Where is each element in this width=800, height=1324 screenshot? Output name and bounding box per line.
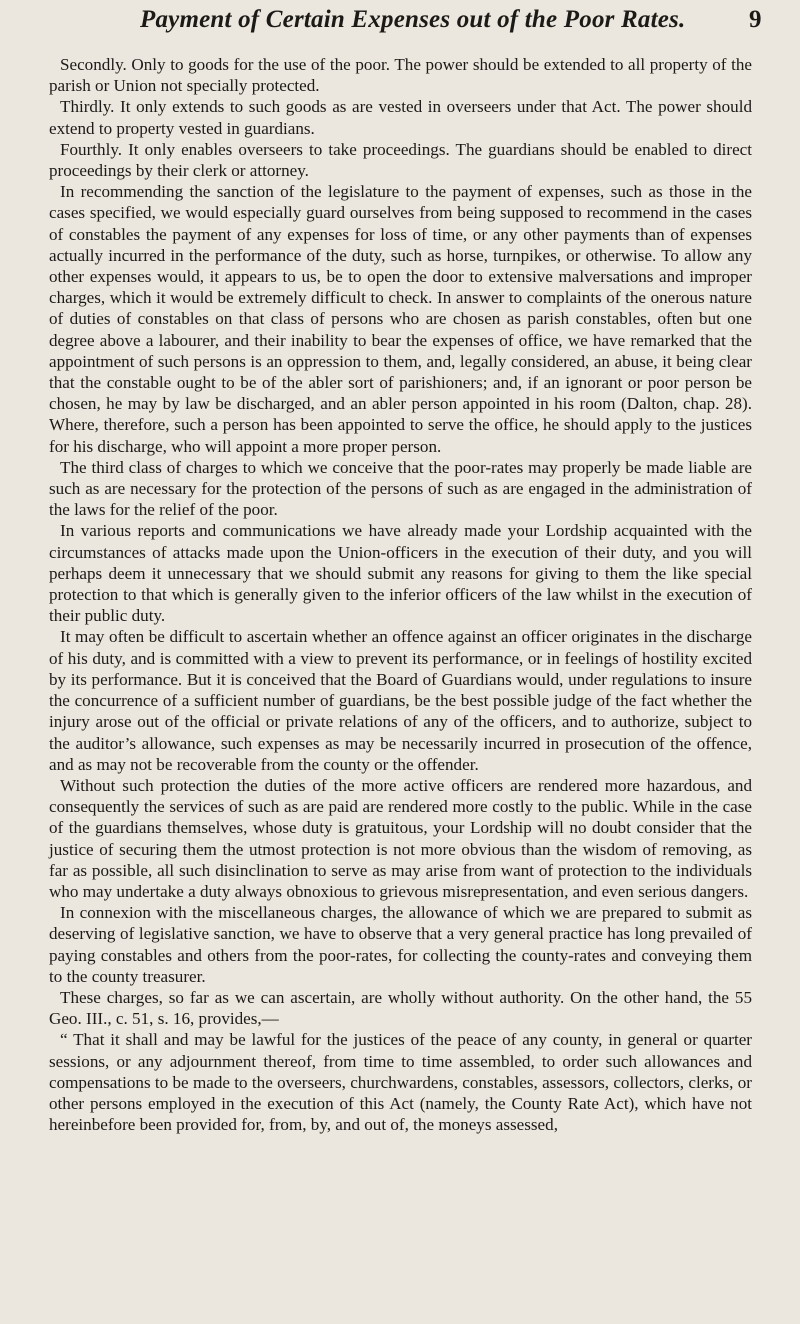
paragraph-third-class-charges: The third class of charges to which we conceive that the poor-rates may properly be made liable are such as are necessary for the protection of the persons of such as are engaged in the administration of the laws for the relief of the poor.	[49, 457, 752, 520]
paragraph-constables-expenses: In recommending the sanction of the legislature to the payment of expenses, such as those in the cases specified, we would especially guard ourselves from being supposed to recommend in the cases of constables the payment of any expenses for loss of time, or any other payments than of expenses actually incurred in the performance of the duty, such as horse, turnpikes, or otherwise. To allow any other expenses would, it appears to us, be to open the door to extensive malversations and improper charges, which it would be extremely difficult to check. In answer to complaints of the onerous nature of duties of constables on that class of persons who are chosen as parish constables, often but one degree above a labourer, and their inability to bear the expenses of office, we have remarked that the appointment of such persons is an oppression to them, and, legally considered, an abuse, it being clear that the constable ought to be of the abler sort of parishioners; and, if an ignorant or poor person be chosen, he may by law be discharged, and an abler person appointed in his room (Dalton, chap. 28). Where, therefore, such a person has been appointed to serve the office, he should apply to the justices for his discharge, who will appoint a more proper person.	[49, 182, 752, 456]
paragraph-offence-officer: It may often be difficult to ascertain whether an offence against an officer originates in the discharge of his duty, and is committed with a view to prevent its performance, or in feelings of hostility excited by its performance. But it is conceived that the Board of Guardians would, under regulations to insure the concurrence of a sufficient number of guardians, be the best possible judge of the fact whether the injury arose out of the official or private relations of any of the officers, and to authorize, subject to the auditor’s allowance, such expenses as may be necessarily incurred in prosecution of the offence, and as may not be recoverable from the county or the offender.	[49, 627, 752, 774]
paragraph-reports-communications: In various reports and communications we have already made your Lordship acquainted with the circumstances of attacks made upon the Union-officers in the execution of their duty, and you will perhaps deem it unnecessary that we should submit any reasons for giving to them the like special protection to that which is generally given to the inferior officers of the law whilst in the execution of their public duty.	[49, 521, 752, 626]
paragraph-statute-quote: “ That it shall and may be lawful for the justices of the peace of any county, in general or quarter sessions, or any adjournment thereof, from time to time assembled, to order such allowances and compensations to be made to the overseers, churchwardens, constables, assessors, collectors, clerks, or other persons employed in the execution of this Act (namely, the County Rate Act), which have not hereinbefore been provided for, from, by, and out of, the moneys assessed,	[49, 1030, 752, 1135]
paragraph-protection: Without such protection the duties of the more active officers are rendered more hazardous, and consequently the services of such as are paid are rendered more costly to the public. While in the case of the guardians themselves, whose duty is gratuitous, your Lordship will no doubt consider that the justice of securing them the utmost protection is not more obvious than the wisdom of removing, as far as possible, all such disinclination to serve as may arise from want of protection to the individuals who may undertake a duty always obnoxious to grievous misrepresentation, and even serious dangers.	[49, 775, 752, 901]
running-title: Payment of Certain Expenses out of the Poor Rates.	[140, 6, 686, 33]
paragraph-fourthly: Fourthly. It only enables overseers to take proceedings. The guardians should be enabled to direct proceedings by their clerk or attorney.	[49, 139, 752, 181]
paragraph-without-authority: These charges, so far as we can ascertain, are wholly without authority. On the other hand, the 55 Geo. III., c. 51, s. 16, provides,—	[49, 987, 752, 1029]
body-text	[49, 54, 752, 1135]
paragraph-miscellaneous-charges: In connexion with the miscellaneous charges, the allowance of which we are prepared to submit as deserving of legislative sanction, we have to observe that a very general practice has long prevailed of paying constables and others from the poor-rates, for collecting the county-rates and conveying them to the county treasurer.	[49, 903, 752, 986]
paragraph-thirdly: Thirdly. It only extends to such goods as are vested in overseers under that Act. The power should extend to property vested in guardians.	[49, 97, 752, 138]
page-number: 9	[749, 6, 762, 33]
page-header	[0, 6, 800, 46]
paragraph-secondly: Secondly. Only to goods for the use of the poor. The power should be extended to all property of the parish or Union not specially protected.	[49, 55, 752, 96]
